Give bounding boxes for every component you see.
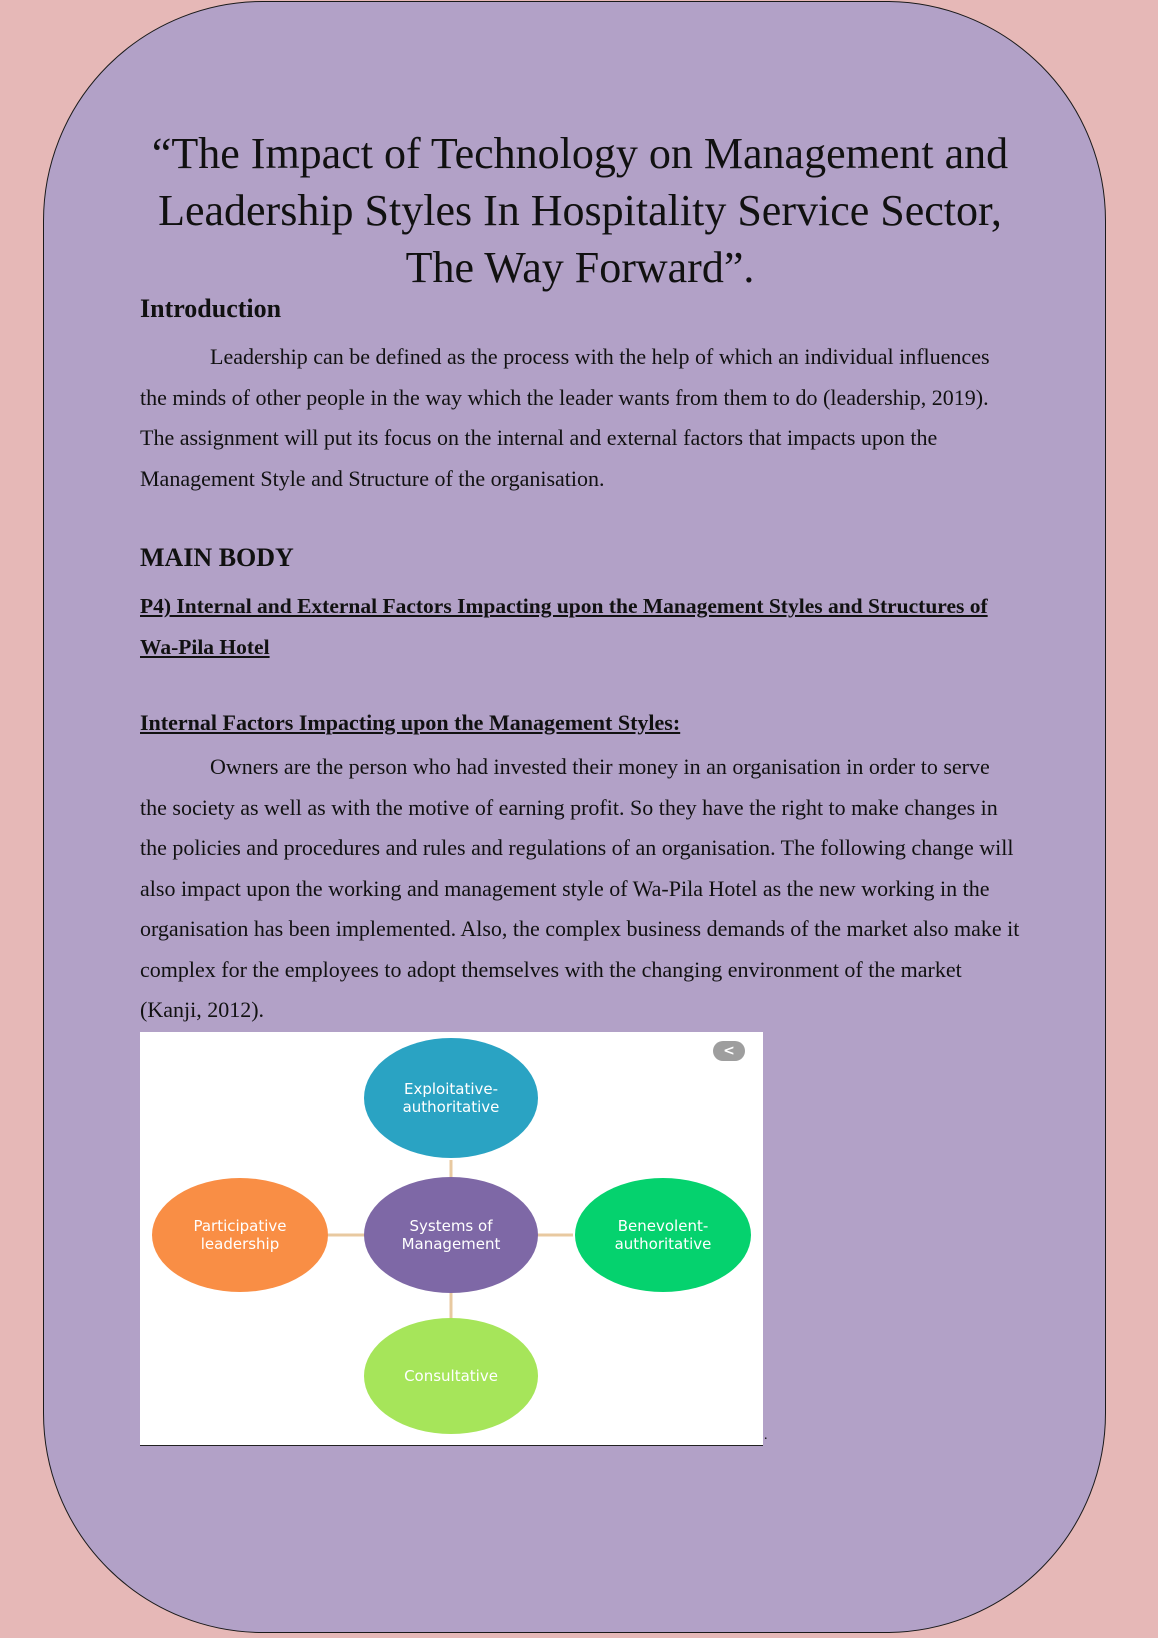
document-title: “The Impact of Technology on Management and Leadership Styles In Hospitality Service Sector, The Way Forward”. bbox=[151, 129, 1009, 292]
diagram-nav-back-button[interactable]: < bbox=[713, 1041, 745, 1061]
trailing-period: . bbox=[764, 1428, 768, 1443]
p4-heading: P4) Internal and External Factors Impacting upon the Management Styles and Structures of Wa-Pila Hotel bbox=[140, 594, 988, 659]
top-label-line1: Exploitative- bbox=[403, 1080, 499, 1098]
center-label-line1: Systems of bbox=[409, 1217, 493, 1235]
top-label-line2: authoritative bbox=[402, 1098, 500, 1116]
introduction-text: Leadership can be defined as the process with the help of which an individual influences the minds of other people in the way which the leader wants from them to do (leadership, 2019). The assignment will put its focus on the internal and external factors that impacts upon the Management Style and Structure of the organisation. bbox=[140, 344, 990, 491]
main-body-heading: MAIN BODY bbox=[140, 543, 294, 572]
center-label-line2: Management bbox=[401, 1235, 501, 1253]
introduction-heading: Introduction bbox=[140, 294, 282, 323]
owners-paragraph bbox=[140, 747, 1020, 1031]
diagram-svg bbox=[140, 1032, 763, 1445]
right-label-line2: authoritative bbox=[614, 1235, 712, 1253]
left-label-line2: leadership bbox=[200, 1235, 280, 1253]
introduction-paragraph bbox=[140, 337, 1020, 499]
internal-factors-heading: Internal Factors Impacting upon the Management Styles: bbox=[140, 710, 681, 735]
bottom-label: Consultative bbox=[404, 1367, 498, 1385]
left-label-line1: Participative bbox=[193, 1217, 287, 1235]
right-label-line1: Benevolent- bbox=[617, 1217, 709, 1235]
management-systems-diagram bbox=[140, 1032, 763, 1446]
owners-text: Owners are the person who had invested their money in an organisation in order to serve the society as well as with the motive of earning profit. So they have the right to make changes in the policies and procedures and rules and regulations of an organisation. The following change will also impact upon the working and management style of Wa-Pila Hotel as the new working in the organisation has been implemented. Also, the complex business demands of the market also make it complex for the employees to adopt themselves with the changing environment of the market (Kanji, 2012). bbox=[140, 754, 1020, 1022]
